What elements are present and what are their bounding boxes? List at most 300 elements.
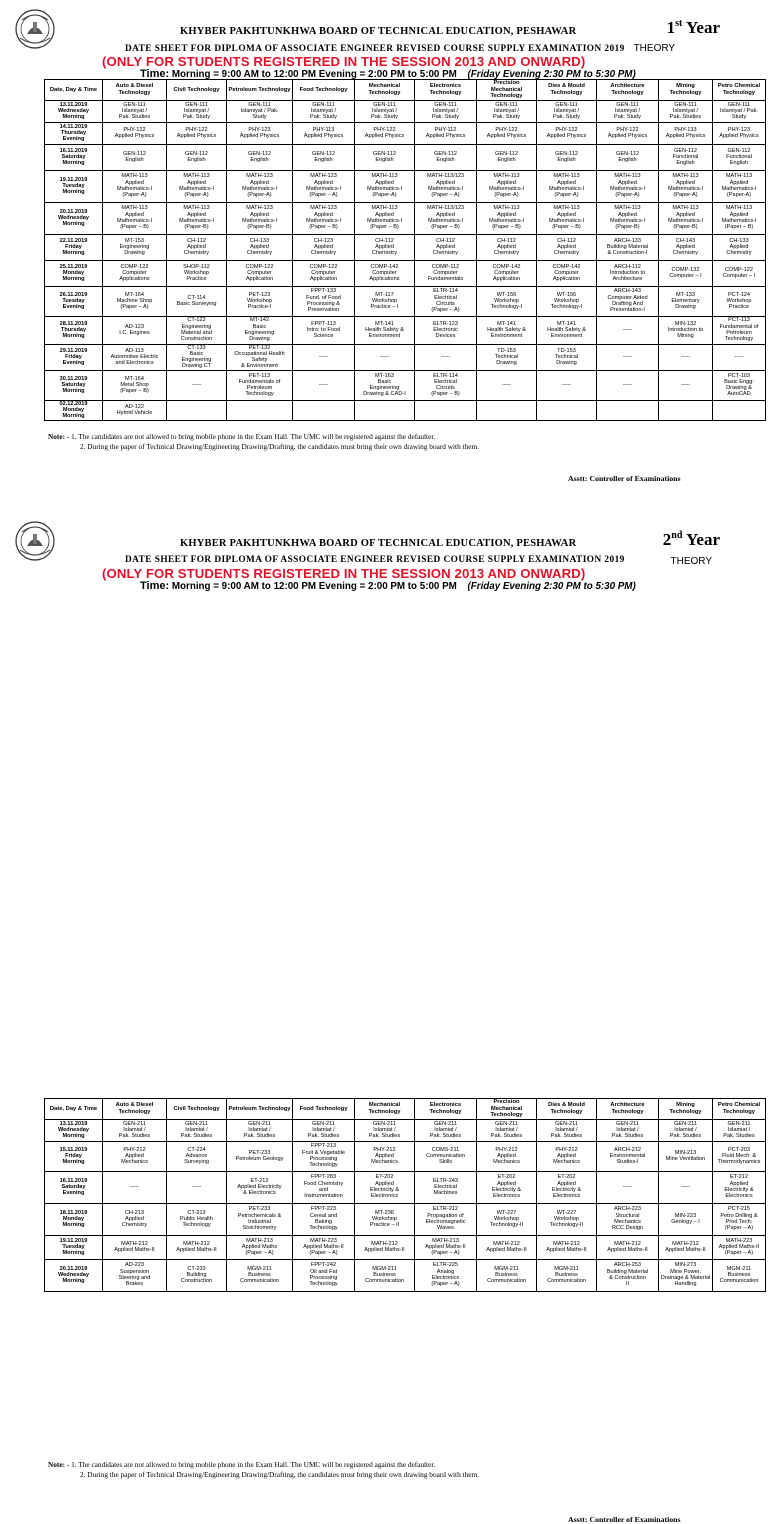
year-heading (663, 530, 720, 550)
table-body (45, 1119, 766, 1291)
table-row (45, 370, 766, 400)
subject-cell: GEN-112 English (293, 144, 355, 170)
subject-cell: GEN-111 Islamiyat / Pak. Study (167, 100, 227, 122)
date-sheet-title (125, 555, 625, 565)
subject-cell: GEN-211 Islamiat / Pak. Studies (227, 1119, 293, 1141)
table-row (45, 144, 766, 170)
subject-cell: MIN-213 Mine Ventilation (659, 1141, 713, 1171)
subject-cell: GEN-211 Islamiat / Pak. Studies (713, 1119, 766, 1141)
subject-cell: MATH-213 Applied Maths (Paper – A) (227, 1235, 293, 1259)
subject-cell: ET-212 Applied Electricity & Electronics (713, 1171, 766, 1203)
subject-cell: WT-156 Workshop Technology-I (477, 286, 537, 316)
subject-cell: COMS-211 Communication Skills (415, 1141, 477, 1171)
subject-cell: FPPT-133 Fund. of Food Processing & Preservation (293, 286, 355, 316)
column-header: Petro Chemical Technology (713, 1099, 766, 1120)
subject-cell: COMP-142 Computer Applications (355, 260, 415, 286)
friday-time: (Friday Evening 2:30 PM to 5:30 PM) (467, 69, 636, 80)
year-suffix: nd (671, 530, 683, 542)
session-subtitle: (ONLY FOR STUDENTS REGISTERED IN THE SESSION 2013 AND ONWARD) (102, 54, 586, 69)
subject-cell: COMP-122 Computer – I (713, 260, 766, 286)
subject-cell: ELTR-225 Analog Electronics (Paper – A) (415, 1259, 477, 1291)
column-header: Auto & Diesel Technology (103, 1099, 167, 1120)
table-header (45, 80, 766, 101)
year-word: Year (686, 18, 720, 37)
subject-cell: GEN-111 Islamiyat / Pak. Study (537, 100, 597, 122)
subject-cell: ARCH-143 Computer Aided Drafting And Presentation-I (597, 286, 659, 316)
subject-cell: GEN-112 English (227, 144, 293, 170)
subject-cell: MATH-113 Applied Mathematics-I (Paper-A) (355, 170, 415, 202)
date-day-cell: 28.11.2019 Thursday Morning (45, 316, 103, 344)
table-row (45, 400, 766, 420)
table-row (45, 1141, 766, 1171)
subject-cell: ----- (355, 344, 415, 370)
time-label: Time: (140, 580, 170, 592)
column-header: Date, Day & Time (45, 1099, 103, 1120)
subject-cell: MIN-223 Geology – I (659, 1203, 713, 1235)
theory-label: THEORY (670, 556, 712, 567)
subject-cell: MATH-113 Applied Mathematics-I (Paper – B) (713, 202, 766, 234)
subject-cell: GEN-211 Islamiat / Pak. Studies (167, 1119, 227, 1141)
subject-cell: GEN-112 English (597, 144, 659, 170)
subject-cell: GEN-211 Islamiat / Pak. Studies (477, 1119, 537, 1141)
subject-cell (477, 400, 537, 420)
table-row (45, 286, 766, 316)
header-row (45, 80, 766, 101)
subject-cell: PET-233 Petrochemicals & Industrial Stoichiometry (227, 1203, 293, 1235)
subject-cell: WT-156 Workshop Technology-I (537, 286, 597, 316)
date-day-cell: 29.11.2019 Friday Evening (45, 344, 103, 370)
subject-cell: PCT-215 Petro Drilling & Prod Tech: (Paper – A) (713, 1203, 766, 1235)
subject-cell: GEN-111 Islamiyat / Pak. Study (293, 100, 355, 122)
subject-cell: MATH-113 Applied Mathematics-I (Paper – B) (355, 202, 415, 234)
subject-cell: FPPT-283 Food Chemistry and Instrumentation (293, 1171, 355, 1203)
subject-cell: COMP-122 Computer Applications (103, 260, 167, 286)
table-row (45, 1203, 766, 1235)
notes (48, 1460, 479, 1480)
subject-cell: CH-112 Applied Chemistry (477, 234, 537, 260)
subject-cell: MATH-113 Applied Mathematics-I (Paper-A) (597, 170, 659, 202)
year-number: 1 (666, 18, 676, 37)
subject-cell: PET-233 Petroleum Geology (227, 1141, 293, 1171)
note-2: 2. During the paper of Technical Drawing/Engineering Drawing/Drafting, the candidates must bring their own drawing board with them. (80, 442, 479, 451)
subject-cell: MATH-212 Applied Maths-II (659, 1235, 713, 1259)
subject-cell: GEN-111 Islamiyat / Pak. Study (415, 100, 477, 122)
subject-cell: MATH-113 Applied Mathematics-I (Paper-B) (167, 202, 227, 234)
subject-cell: GEN-111 Islamiyat / Pak. Study (713, 100, 766, 122)
second-year-date-sheet-table (44, 1098, 766, 1292)
subject-cell: PHY-112 Applied Physics (415, 122, 477, 144)
note-2: 2. During the paper of Technical Drawing/Engineering Drawing/Drafting, the candidates must bring their own drawing board with them. (80, 1470, 479, 1479)
date-day-cell: 16.11.2019 Saturday Morning (45, 144, 103, 170)
subject-cell: ELTR-212 Propagation of Electromagnetic Waves (415, 1203, 477, 1235)
subject-cell: ----- (597, 344, 659, 370)
subject-cell: PHY-122 Applied Physics (597, 122, 659, 144)
second-year-sheet (0, 512, 768, 1524)
subject-cell: MATH-113 Applied Mathematics-I (Paper – B) (477, 202, 537, 234)
subject-cell: GEN-211 Islamiat / Pak. Studies (659, 1119, 713, 1141)
subject-cell: MIN-273 Mine Power, Drainage & Material Handling (659, 1259, 713, 1291)
subject-cell: PHY-212 Applied Mechanics (355, 1141, 415, 1171)
subject-cell: CT-233 Building Construction (167, 1259, 227, 1291)
date-day-cell: 02.12.2019 Monday Morning (45, 400, 103, 420)
subject-cell: COMP-142 Computer Application (537, 260, 597, 286)
subject-cell (355, 400, 415, 420)
subject-cell: AD-223 Suspension Steering and Brakes (103, 1259, 167, 1291)
subject-cell: CH-123 Applied Chemistry (293, 234, 355, 260)
subject-cell: GEN-112 English (537, 144, 597, 170)
subject-cell: MATH-212 Applied Maths-II (477, 1235, 537, 1259)
column-header: Civil Technology (167, 80, 227, 101)
subject-cell: COMP-122 Computer Application (293, 260, 355, 286)
subject-cell: MATH-212 Applied Maths-II (355, 1235, 415, 1259)
column-header: Mechanical Technology (355, 1099, 415, 1120)
table-row (45, 344, 766, 370)
subject-cell: CH-112 Applied Chemistry (537, 234, 597, 260)
subject-cell: PHY-122 Applied Physics (103, 122, 167, 144)
subject-cell: MT-153 Engineering Drawing (103, 234, 167, 260)
subject-cell: MATH-212 Applied Maths-II (537, 1235, 597, 1259)
subject-cell (659, 400, 713, 420)
subject-cell: PCT-124 Workshop Practice (713, 286, 766, 316)
subject-cell: CT-213 Public Health Technology (167, 1203, 227, 1235)
subject-cell (713, 400, 766, 420)
date-day-cell: 13.11.2019 Wednesday Morning (45, 1119, 103, 1141)
time-label: Time: (140, 68, 170, 80)
subject-cell: MT-236 Workshop Practice – II (355, 1203, 415, 1235)
subject-cell: PET-113 Fundamentals of Petroleum Technology (227, 370, 293, 400)
subject-cell: PET-132 Occupational Health Safety & Environment (227, 344, 293, 370)
board-name: KHYBER PAKHTUNKHWA BOARD OF TECHNICAL EDUCATION, PESHAWAR (180, 26, 577, 37)
subject-cell: ----- (293, 344, 355, 370)
column-header: Precision Mechanical Technology (477, 1099, 537, 1120)
date-day-cell: 16.11.2019 Saturday Evening (45, 1171, 103, 1203)
subject-cell: MATH-123 Applied Mathematics-I (Paper-A) (227, 170, 293, 202)
theory-label: THEORY (633, 43, 676, 54)
subject-cell (227, 400, 293, 420)
date-sheet-title-text: DATE SHEET FOR DIPLOMA OF ASSOCIATE ENGINEER REVISED COURSE SUPPLY EXAMINATION 2019 (125, 44, 625, 54)
subject-cell: CT-224 Advance Surveying (167, 1141, 227, 1171)
date-day-cell: 18.11.2019 Monday Morning (45, 1203, 103, 1235)
subject-cell: AD-113 Automotive Electric and Electronics (103, 344, 167, 370)
time-text: Morning = 9:00 AM to 12:00 PM Evening = 2:00 PM to 5:00 PM (171, 581, 457, 592)
date-day-cell: 14.11.2019 Thursday Evening (45, 122, 103, 144)
date-day-cell: 20.11.2019 Wednesday Morning (45, 202, 103, 234)
subject-cell: PHY-122 Applied Physics (477, 122, 537, 144)
column-header: Electronics Technology (415, 1099, 477, 1120)
subject-cell: ----- (293, 370, 355, 400)
subject-cell: ----- (597, 316, 659, 344)
subject-cell (537, 400, 597, 420)
subject-cell: ELTR-114 Electrical Circuits (Paper – B) (415, 370, 477, 400)
column-header: Electronics Technology (415, 80, 477, 101)
subject-cell (293, 400, 355, 420)
subject-cell: GEN-112 English (355, 144, 415, 170)
subject-cell: ----- (659, 344, 713, 370)
subject-cell: MATH-113 Applied Mathematics-I (Paper-B) (597, 202, 659, 234)
column-header: Auto & Diesel Technology (103, 80, 167, 101)
subject-cell: FPPT-113 Intro: to Food Science (293, 316, 355, 344)
subject-cell: MT-117 Workshop Practice – I (355, 286, 415, 316)
column-header: Architecture Technology (597, 1099, 659, 1120)
date-day-cell: 13.11.2019 Wednesday Morning (45, 100, 103, 122)
year-number: 2 (662, 530, 672, 549)
subject-cell: MATH-212 Applied Maths-II (597, 1235, 659, 1259)
subject-cell: MATH-113 Applied Mathematics-I (Paper – B) (103, 202, 167, 234)
subject-cell: PHY-122 Applied Physics (167, 122, 227, 144)
date-sheet-title (125, 43, 675, 54)
subject-cell: GEN-112 English (477, 144, 537, 170)
table-row (45, 1171, 766, 1203)
subject-cell: ELTR-243 Electrical Machines (415, 1171, 477, 1203)
subject-cell: ----- (659, 370, 713, 400)
column-header: Date, Day & Time (45, 80, 103, 101)
subject-cell: MT-141 Health Safety & Environment (355, 316, 415, 344)
subject-cell: TD-153 Technical Drawing (537, 344, 597, 370)
subject-cell: PHY-212 Applied Mechanics (537, 1141, 597, 1171)
subject-cell: MATH-113 Applied Mathematics-I (Paper – B) (537, 202, 597, 234)
kpbte-logo-icon (14, 8, 56, 50)
subject-cell (597, 400, 659, 420)
subject-cell: WT-227 Workshop Technology-II (477, 1203, 537, 1235)
subject-cell: CH-133 Applied Chemistry (227, 234, 293, 260)
subject-cell: MT-142 Basic Engineering Drawing (227, 316, 293, 344)
subject-cell: MATH-113/123 Applied Mathematics-I (Paper – A) (415, 170, 477, 202)
date-day-cell: 19.11.2019 Tuesday Morning (45, 1235, 103, 1259)
first-year-date-sheet-table (44, 79, 766, 421)
subject-cell: PHY-212 Applied Mechanics (103, 1141, 167, 1171)
subject-cell: MATH-113 Applied Mathematics-I (Paper-A) (659, 170, 713, 202)
subject-cell: MT-141 Health Safety & Environment (477, 316, 537, 344)
subject-cell: MATH-113 Applied Mathematics-I (Paper-A) (103, 170, 167, 202)
subject-cell: MATH-212 Applied Maths-II (167, 1235, 227, 1259)
subject-cell: MGM-211 Business Communication (713, 1259, 766, 1291)
note-label: Note: - (48, 1460, 70, 1469)
subject-cell: PHY-113 Applied Physics (293, 122, 355, 144)
subject-cell: MGM-211 Business Communication (477, 1259, 537, 1291)
date-day-cell: 15.11.2019 Friday Morning (45, 1141, 103, 1171)
column-header: Dies & Mould Technology (537, 1099, 597, 1120)
subject-cell: PET-123 Workshop Practice-I (227, 286, 293, 316)
subject-cell: PHY-122 Applied Physics (537, 122, 597, 144)
subject-cell: CH-112 Applied Chemistry (415, 234, 477, 260)
table-row (45, 234, 766, 260)
note-label: Note: - (48, 432, 70, 441)
subject-cell: GEN-111 Islamiyat / Pak. Study (597, 100, 659, 122)
first-year-sheet (0, 0, 768, 512)
subject-cell: GEN-111 Islamiyat / Pak. Study (477, 100, 537, 122)
subject-cell: ----- (167, 1171, 227, 1203)
subject-cell: ----- (415, 344, 477, 370)
subject-cell: MT-164 Machine Shop (Paper – A) (103, 286, 167, 316)
subject-cell: ----- (713, 344, 766, 370)
column-header: Architecture Technology (597, 80, 659, 101)
subject-cell: MGM-211 Business Communication (537, 1259, 597, 1291)
subject-cell: PHY-212 Applied Mechanics (477, 1141, 537, 1171)
board-name: KHYBER PAKHTUNKHWA BOARD OF TECHNICAL EDUCATION, PESHAWAR (180, 538, 577, 549)
session-subtitle: (ONLY FOR STUDENTS REGISTERED IN THE SESSION 2013 AND ONWARD) (102, 566, 586, 581)
subject-cell: CH-112 Applied Chemistry (355, 234, 415, 260)
table-header (45, 1099, 766, 1120)
subject-cell: MATH-113 Applied Mathematics-I (Paper-A) (477, 170, 537, 202)
table-row (45, 1235, 766, 1259)
subject-cell: PHY-123 Applied Physics (713, 122, 766, 144)
time-line (140, 580, 636, 592)
note-1: 1. The candidates are not allowed to bring mobile phone in the Exam Hall. The UMC will be registered against the defaulter. (71, 1460, 436, 1469)
subject-cell: SHOP-112 Workshop Practice (167, 260, 227, 286)
table-row (45, 260, 766, 286)
subject-cell: GEN-111 Islamiyat / Pak. Studies (103, 100, 167, 122)
table-row (45, 100, 766, 122)
column-header: Civil Technology (167, 1099, 227, 1120)
date-day-cell: 26.11.2019 Tuesday Evening (45, 286, 103, 316)
subject-cell: PCT-113 Fundamental of Petroleum Technology (713, 316, 766, 344)
subject-cell: MGM-211 Business Communication (227, 1259, 293, 1291)
year-word: Year (686, 530, 720, 549)
subject-cell: ARCH-112 Introduction to Architecture (597, 260, 659, 286)
subject-cell: MATH-123 Applied Mathematics-I (Paper-B) (227, 202, 293, 234)
subject-cell: FPPT-213 Fruit & Vegetable Processing Technology (293, 1141, 355, 1171)
subject-cell: CT-123 Engineering Material and Construction (167, 316, 227, 344)
subject-cell: ----- (659, 1171, 713, 1203)
subject-cell: MATH-223 Applied Maths-II (Paper – A) (713, 1235, 766, 1259)
subject-cell: FPPT-223 Cereal and Baking Technology (293, 1203, 355, 1235)
subject-cell: ELTR-123 Electronic Devices (415, 316, 477, 344)
subject-cell: ET-202 Applied Electricity & Electronics (477, 1171, 537, 1203)
subject-cell: CT-133 Basic Engineering Drawing CT (167, 344, 227, 370)
subject-cell: ----- (167, 370, 227, 400)
subject-cell: ----- (103, 1171, 167, 1203)
subject-cell: GEN-111 Islamiyat / Pak. Study (355, 100, 415, 122)
column-header: Petro Chemical Technology (713, 80, 766, 101)
subject-cell: MATH-113 Applied Mathematics-I (Paper-B) (659, 202, 713, 234)
subject-cell: CH-213 Applied Chemistry (103, 1203, 167, 1235)
column-header: Petroleum Technology (227, 1099, 293, 1120)
subject-cell: MATH-123 Applied Mathematics-I (Paper – B) (293, 202, 355, 234)
subject-cell (167, 400, 227, 420)
table-body (45, 100, 766, 420)
subject-cell: FPPT-242 Oil and Fat Processing Technology (293, 1259, 355, 1291)
subject-cell: ET-212 Applied Electricity & Electronics (227, 1171, 293, 1203)
subject-cell: MIN-132 Introduction to Mining (659, 316, 713, 344)
controller-signature: Asstt: Controller of Examinations (568, 1515, 681, 1524)
subject-cell: ELTR-114 Electrical Circuits (Paper – A) (415, 286, 477, 316)
year-suffix: st (675, 18, 683, 30)
subject-cell: GEN-111 Islamiyat / Pak. Study (227, 100, 293, 122)
table-row (45, 202, 766, 234)
subject-cell: GEN-112 Functional English (713, 144, 766, 170)
subject-cell: ----- (597, 370, 659, 400)
subject-cell: PHY-133 Applied Physics (659, 122, 713, 144)
subject-cell: GEN-211 Islamiat / Pak. Studies (103, 1119, 167, 1141)
subject-cell: GEN-112 English (415, 144, 477, 170)
subject-cell: TD-153 Technical Drawing (477, 344, 537, 370)
subject-cell: PCT-103 Basic Engg: Drawing & AutoCAD (713, 370, 766, 400)
subject-cell (415, 400, 477, 420)
subject-cell: CH-133 Applied Chemistry (713, 234, 766, 260)
controller-signature: Asstt: Controller of Examinations (568, 474, 681, 483)
subject-cell: COMP-112 Computer Fundamentals (415, 260, 477, 286)
subject-cell: ----- (477, 370, 537, 400)
column-header: Precision Mechanical Technology (477, 80, 537, 101)
date-day-cell: 25.11.2019 Monday Morning (45, 260, 103, 286)
kpbte-logo-icon (14, 520, 56, 562)
time-text: Morning = 9:00 AM to 12:00 PM Evening = 2:00 PM to 5:00 PM (171, 69, 457, 80)
table-row (45, 170, 766, 202)
subject-cell: GEN-211 Islamiat / Pak. Studies (597, 1119, 659, 1141)
date-day-cell: 20.11.2019 Wednesday Morning (45, 1259, 103, 1291)
subject-cell: MATH-213 Applied Maths-II (Paper – A) (415, 1235, 477, 1259)
subject-cell: CT-114 Basic Surveying (167, 286, 227, 316)
subject-cell: ----- (537, 370, 597, 400)
subject-cell: COMP-142 Computer Application (477, 260, 537, 286)
subject-cell: MATH-113 Applied Mathematics-I (Paper-A) (713, 170, 766, 202)
subject-cell: COMP-122 Computer Application (227, 260, 293, 286)
subject-cell: GEN-112 Functional English (659, 144, 713, 170)
subject-cell: ET-202 Applied Electricity & Electronics (537, 1171, 597, 1203)
subject-cell: PHY-122 Applied Physics (355, 122, 415, 144)
column-header: Mining Technology (659, 1099, 713, 1120)
subject-cell: MATH-113/123 Applied Mathematics-I (Paper – B) (415, 202, 477, 234)
subject-cell: MATH-123 Applied Mathematics-I (Paper – A) (293, 170, 355, 202)
subject-cell: PCT-203 Fluid Mech: & Thermodynamics (713, 1141, 766, 1171)
table-row (45, 1119, 766, 1141)
subject-cell: ARCH-253 Building Material & Construction II (597, 1259, 659, 1291)
subject-cell: CH-112 Applied Chemistry (167, 234, 227, 260)
subject-cell: CH-143 Applied Chemistry (659, 234, 713, 260)
subject-cell: GEN-211 Islamiat / Pak. Studies (415, 1119, 477, 1141)
column-header: Food Technology (293, 80, 355, 101)
column-header: Mining Technology (659, 80, 713, 101)
subject-cell: PHY-123 Applied Physics (227, 122, 293, 144)
table-row (45, 122, 766, 144)
date-day-cell: 30.11.2019 Saturday Morning (45, 370, 103, 400)
subject-cell: AD-122 Hybrid Vehicle (103, 400, 167, 420)
subject-cell: GEN-112 English (167, 144, 227, 170)
subject-cell: ARCH-133 Building Material & Construction-I (597, 234, 659, 260)
subject-cell: GEN-112 English (103, 144, 167, 170)
table-row (45, 316, 766, 344)
subject-cell: MT-141 Health Safety & Environment (537, 316, 597, 344)
column-header: Food Technology (293, 1099, 355, 1120)
friday-time: (Friday Evening 2:30 PM to 5:30 PM) (467, 581, 636, 592)
subject-cell: MATH-212 Applied Maths-II (103, 1235, 167, 1259)
subject-cell: GEN-211 Islamiat / Pak. Studies (293, 1119, 355, 1141)
notes (48, 432, 479, 452)
subject-cell: ----- (597, 1171, 659, 1203)
subject-cell: MATH-113 Applied Mathematics-I (Paper-A) (167, 170, 227, 202)
subject-cell: ARCH-223 Structural Mechanics RCC Design (597, 1203, 659, 1235)
subject-cell: AD-123 I.C. Engines (103, 316, 167, 344)
table-row (45, 1259, 766, 1291)
year-heading (667, 18, 720, 38)
column-header: Petroleum Technology (227, 80, 293, 101)
date-sheet-title-text: DATE SHEET FOR DIPLOMA OF ASSOCIATE ENGINEER REVISED COURSE SUPPLY EXAMINATION 2019 (125, 555, 625, 565)
date-day-cell: 22.11.2019 Friday Morning (45, 234, 103, 260)
subject-cell: MT-133 Elementary Drawing (659, 286, 713, 316)
subject-cell: MT-164 Metal Shop (Paper – B) (103, 370, 167, 400)
subject-cell: WT-227 Workshop Technology-II (537, 1203, 597, 1235)
column-header: Dies & Mould Technology (537, 80, 597, 101)
subject-cell: COMP-132 Computer – I (659, 260, 713, 286)
column-header: Mechanical Technology (355, 80, 415, 101)
subject-cell: GEN-211 Islamiat / Pak. Studies (537, 1119, 597, 1141)
note-1: 1. The candidates are not allowed to bring mobile phone in the Exam Hall. The UMC will be registered against the defaulter. (71, 432, 436, 441)
subject-cell: GEN-111 Islamiyat / Pak. Studies (659, 100, 713, 122)
subject-cell: GEN-211 Islamiat / Pak. Studies (355, 1119, 415, 1141)
subject-cell: MGM-211 Business Communication (355, 1259, 415, 1291)
subject-cell: MATH-223 Applied Maths-II (Paper – A) (293, 1235, 355, 1259)
subject-cell: ET-202 Applied Electricity & Electronics (355, 1171, 415, 1203)
